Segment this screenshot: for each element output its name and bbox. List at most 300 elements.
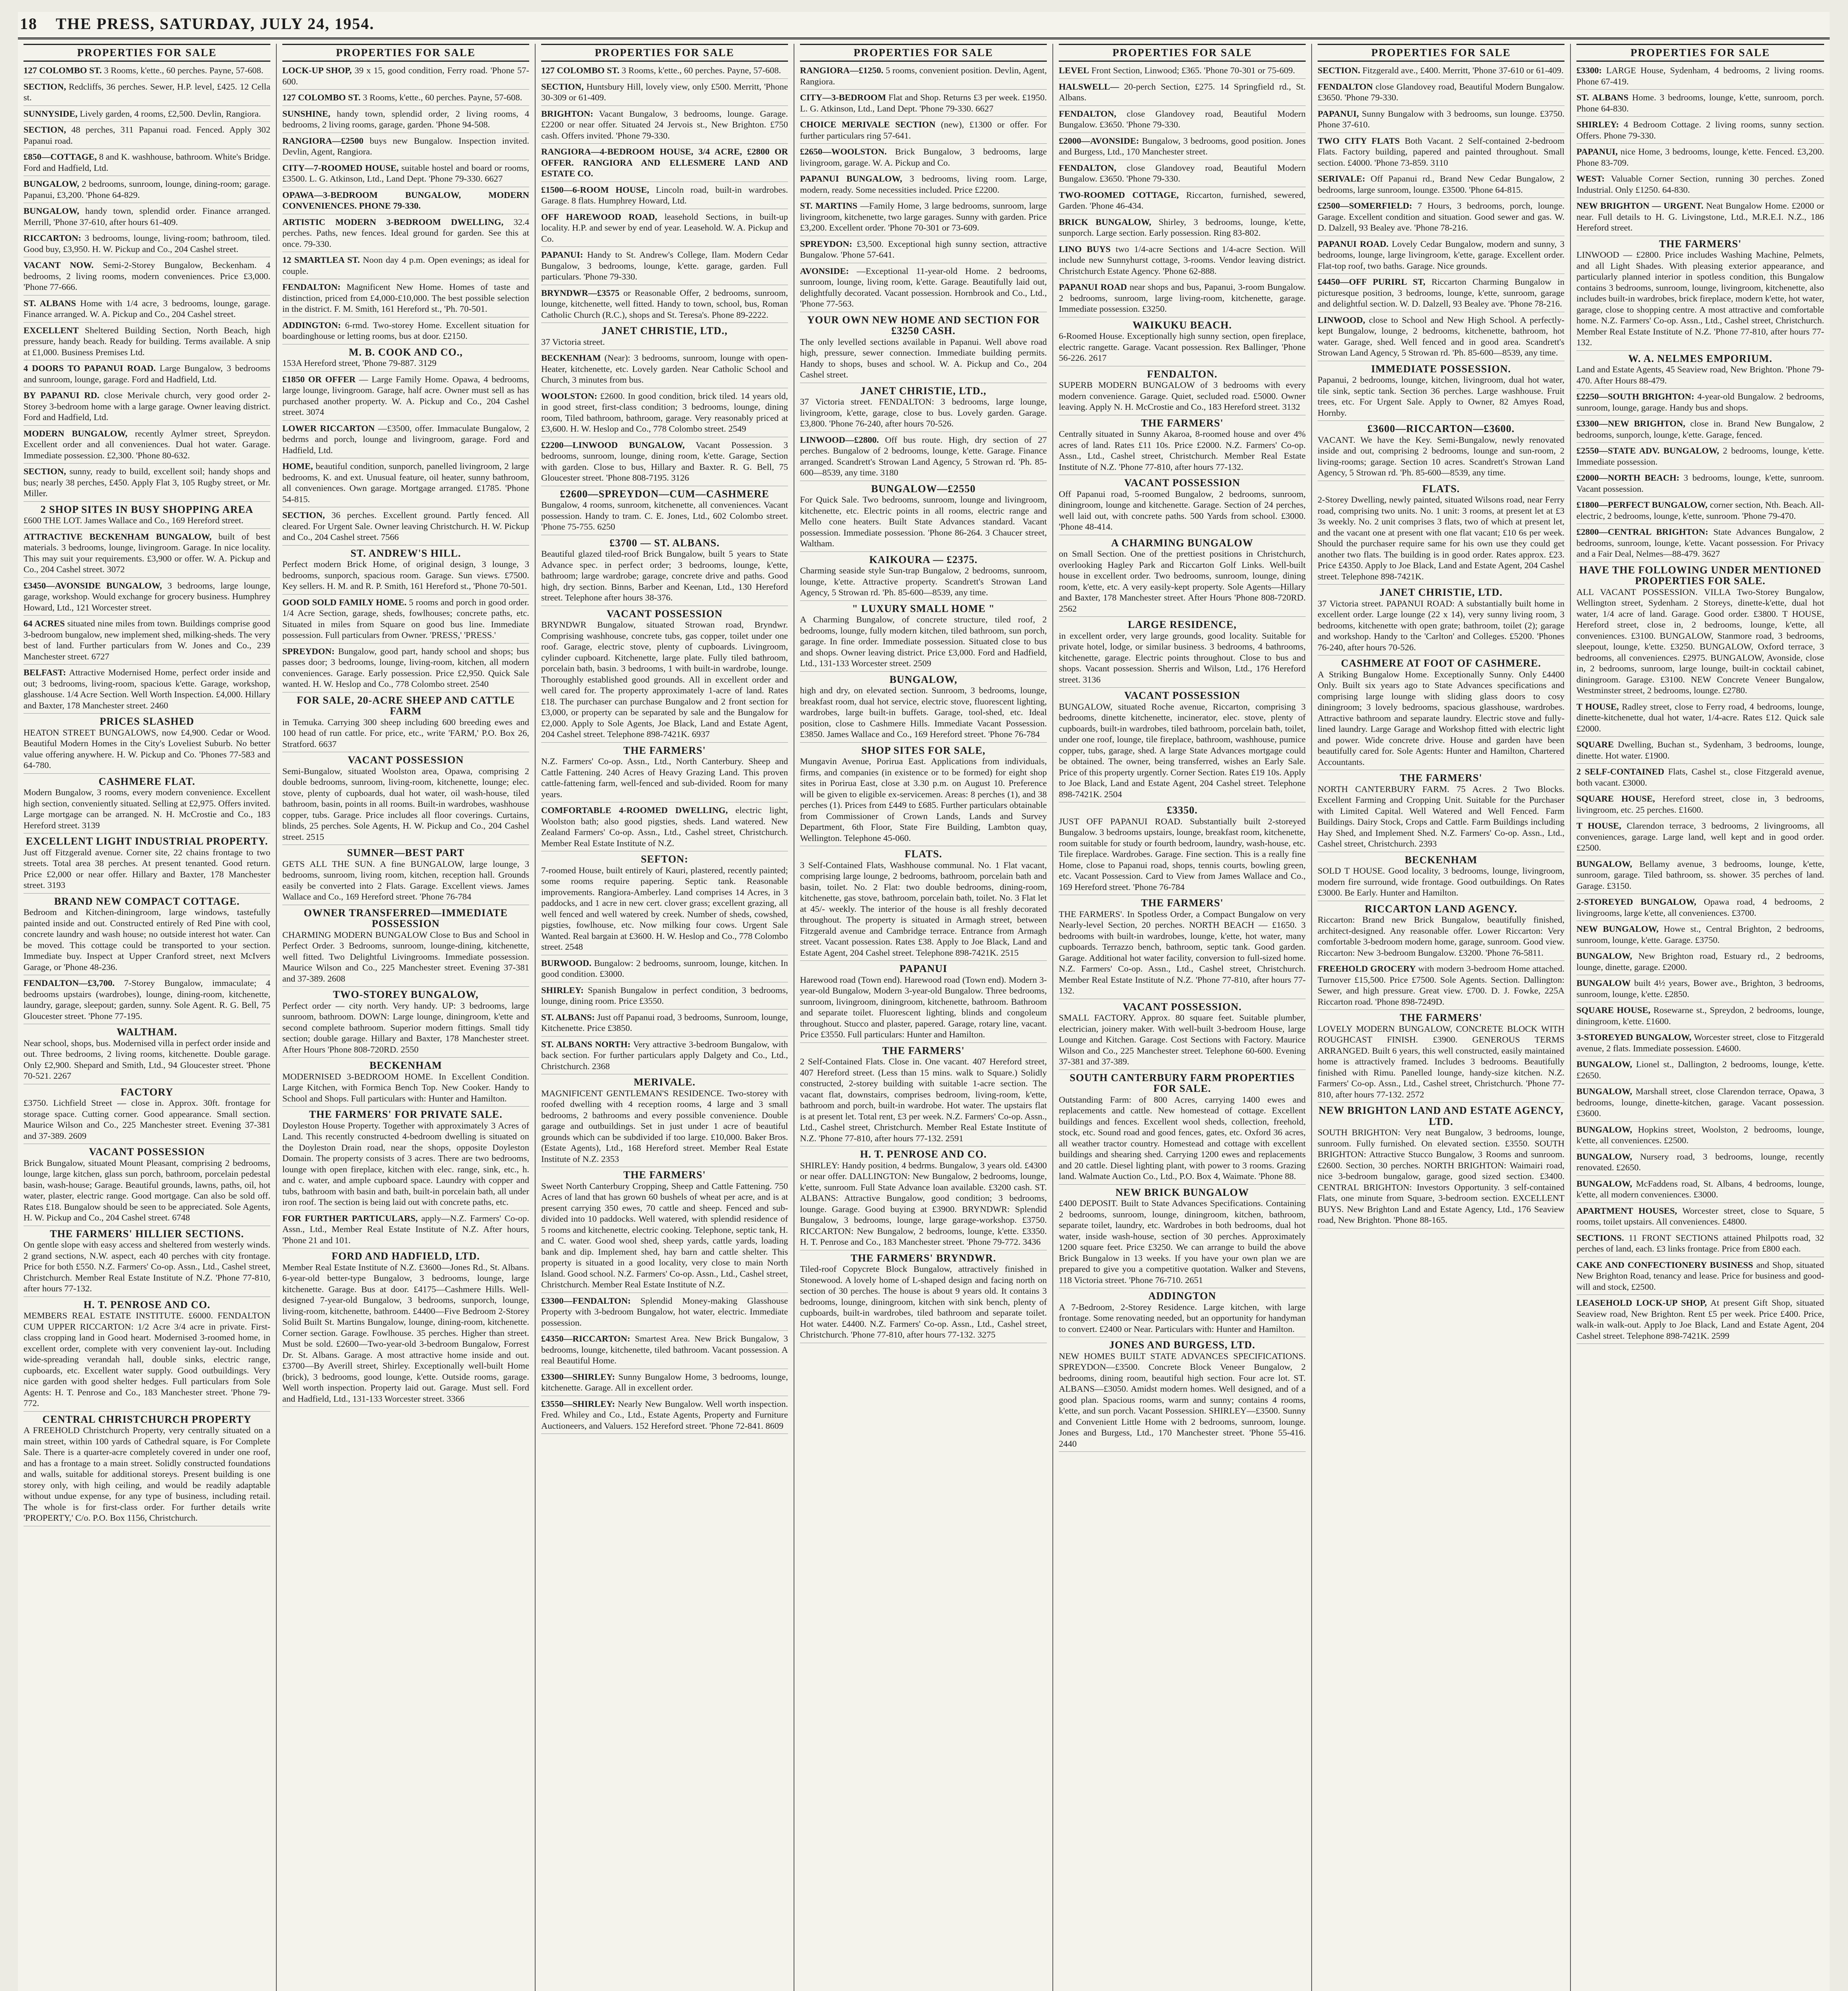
ad-text: The only levelled sections available in Papanui. Well above road high, pressure, sewer connection. Immediate building permits. Handy to shops, buses and school. W. A. Pickup and Co., 204 Cashel street.	[800, 336, 1047, 379]
ad-heading: £4350—RICCARTON:	[541, 1334, 630, 1344]
ad-text: Brick Bungalow, 3 bedrooms, large livingroom, garage. W. A. Pickup and Co.	[800, 147, 1047, 168]
classified-ad	[23, 896, 270, 976]
ad-text: 3 bedrooms, lounge, k'ette, sunroom. Vacant possession.	[1576, 473, 1824, 494]
ad-heading: BUNGALOW,	[1576, 1124, 1632, 1134]
ad-heading: THE FARMERS'	[623, 1169, 706, 1181]
ad-text: £400 DEPOSIT. Built to State Advances Specifications. Containing 2 bedrooms, sunroom, lounge, diningroom, kitchen, bathroom, separate toilet, laundry, etc. Wardrobes in both bedrooms, dual hot water, inside wash-house, section of 30 perches. Approximately 1200 square feet. Price £3250. We can arrange to build the above Brick Bungalow in 13 weeks. If you have your own plan we are prepared to give you a competitive quotation. Walker and Stevens, 118 Victoria street. 'Phone 76-710. 2651	[1059, 1198, 1306, 1285]
ad-text: leasehold Sections, in built-up locality. H.P. and sewer by end of year. Leasehold. W. A. Pickup and Co.	[541, 211, 788, 244]
classified-ad	[1576, 766, 1824, 791]
classified-ad	[1576, 499, 1824, 524]
ad-heading: VACANT POSSESSION.	[1122, 1001, 1242, 1013]
ad-heading: FENDALTON	[1318, 81, 1373, 92]
ad-heading: BUNGALOW,	[889, 673, 958, 685]
classified-ad	[541, 1012, 788, 1037]
ad-heading: VACANT POSSESSION	[348, 754, 464, 766]
classified-ad	[1576, 239, 1824, 351]
classified-ad	[800, 385, 1047, 432]
classified-ad	[541, 146, 788, 182]
ad-text: Spanish Bungalow in perfect condition, 3 bedrooms, lounge, dining room. Price £3550.	[541, 985, 788, 1006]
ad-heading: VACANT POSSESSION	[606, 608, 723, 620]
ad-heading: FLATS.	[1422, 483, 1460, 495]
classified-ad	[1318, 658, 1564, 770]
classified-ad	[541, 489, 788, 535]
ad-text: McFaddens road, St. Albans, 4 bedrooms, lounge, k'ette, all modern conveniences. £3000.	[1576, 1178, 1824, 1199]
ad-heading: £1500—6-ROOM HOUSE,	[541, 184, 649, 195]
ad-heading: TWO CITY FLATS	[1318, 135, 1400, 146]
classified-ad	[23, 1228, 270, 1297]
classified-ad	[23, 836, 270, 894]
classified-ad	[282, 461, 529, 507]
ad-text: Bellamy avenue, 3 bedrooms, lounge, k'ette, sunroom, garage. Tiled bathroom, ss. shower. 35 perches of land. Garage. £3150.	[1576, 859, 1824, 891]
ad-heading: ST. ANDREW'S HILL.	[350, 547, 461, 559]
classified-ad	[1576, 1297, 1824, 1344]
ad-heading: ST. ALBANS NORTH:	[541, 1039, 631, 1049]
ad-heading: SUNSHINE,	[282, 108, 330, 119]
ad-text: Harewood road (Town end). Harewood road (Town end). Modern 3-year-old Bungalow, Modern 3-year-old Bungalow. Three bedrooms, sunroom, livingroom, diningroom, kitchenette, bathroom. Bathroom and separate toilet. Fluorescent lighting, blinds and congoleum throughout. Stucco and plaster, papered. Garage, rotary line, vacant. Price £3550. Full particulars: Hunter and Hamilton.	[800, 974, 1047, 1039]
ad-text: 153A Hereford street, 'Phone 79-887. 3129	[282, 358, 437, 368]
ad-heading: HAVE THE FOLLOWING UNDER MENTIONED PROPERTIES FOR SALE.	[1579, 564, 1822, 587]
ad-heading: AVONSIDE:	[800, 266, 849, 276]
ad-heading: £3700 — ST. ALBANS.	[609, 537, 720, 549]
ad-text: handy town, splendid order, 2 living rooms, 4 bedrooms, 2 living rooms, garage, garden. 'Phone 94-508.	[282, 108, 530, 129]
ad-heading: £3550—SHIRLEY:	[541, 1398, 615, 1409]
ad-heading: BUNGALOW	[1576, 978, 1631, 988]
column-3	[536, 44, 794, 1991]
classified-ad	[23, 65, 270, 79]
classified-ad	[541, 538, 788, 606]
ad-heading: FENDALTON.	[1147, 368, 1218, 380]
column-5	[1053, 44, 1312, 1991]
classified-ad	[541, 1170, 788, 1293]
classified-ad	[541, 1295, 788, 1331]
ad-heading: LINWOOD,	[1318, 315, 1365, 325]
ad-text: MAGNIFICENT GENTLEMAN'S RESIDENCE. Two-storey with roofed dwelling with 4 reception rooms, 4 large and 3 small bedrooms, 2 bathrooms and every possible convenience. Double garage and outbuildings. Set in just under 1 acre of beautiful grounds which can be subdivided if too large. £10,000. Baker Bros. (Estate Agents), Ltd., 168 Hereford street. Member Real Estate Institute of N.Z. 2353	[541, 1088, 788, 1164]
ad-heading: LEVEL	[1059, 65, 1089, 75]
ad-heading: £3300:	[1576, 65, 1602, 75]
ad-text: near shops and bus, Papanui, 3-room Bungalow. 2 bedrooms, sunroom, large living-room, kitchenette, garage. Immediate possession. £3250.	[1059, 282, 1306, 314]
ad-heading: WEST:	[1576, 174, 1605, 184]
classified-ad	[23, 776, 270, 834]
ad-heading: LINWOOD—£2800.	[800, 434, 879, 445]
classified-ad	[1576, 1232, 1824, 1257]
ad-heading: £3600—RICCARTON—£3600.	[1367, 423, 1515, 434]
ad-text: Sweet North Canterbury Cropping, Sheep and Cattle Fattening. 750 Acres of land that has grown 60 bushels of wheat per acre, and is at present carrying 350 ewes, 70 cattle and sheep. Fenced and sub-divided into 10 paddocks. Well watered, with splendid residence of 5 rooms and kitchenette, electric cooking. Telephone, septic tank, H. and C. water. Good wool shed, sheep yards, cattle yards, loading bank and dip. Implement shed, hay barn and cattle shelter. This property is situated in a good locality, very close to main North Island. Good school. N.Z. Farmers' Co-op. Assn., Ltd., Cashel street, Christchurch. Member Real Estate Institute of N.Z.	[541, 1181, 788, 1289]
ad-heading: NEW BRIGHTON LAND AND ESTATE AGENCY, LTD.	[1318, 1105, 1564, 1127]
ad-text: 2 Self-Contained Flats. Close in. One vacant. 407 Hereford street, 407 Hereford street. (Less than 15 mins. walk to Square.) Solidly constructed, 2-storey building with suitable 1-acre section. The vacant flat, downstairs, comprises bedroom, living-room, k'ette, bathroom and porch, built-in wardrobe. Hot water. The upstairs flat is at present let. Total rent, £3 per week. N.Z. Farmers' Co-op. Assn., Ltd., Cashel street, Christchurch. Member Real Estate Institute of N.Z. 'Phone 77-810, after hours 77-132. 2591	[800, 1056, 1047, 1143]
column-heading: PROPERTIES FOR SALE	[541, 44, 788, 62]
ad-text: nice Home, 3 bedrooms, lounge, k'ette. Fenced. £3,200. Phone 83-709.	[1576, 147, 1824, 168]
ad-heading: BECKENHAM	[1404, 854, 1478, 866]
ad-heading: T HOUSE,	[1576, 821, 1621, 831]
ad-heading: LEASEHOLD LOCK-UP SHOP,	[1576, 1298, 1707, 1308]
ad-heading: YOUR OWN NEW HOME AND SECTION FOR £3250 CASH.	[807, 314, 1040, 336]
classified-ad	[1059, 65, 1306, 79]
ad-text: Large Bungalow, 3 bedrooms and sunroom, lounge, garage. Ford and Hadfield, Ltd.	[23, 363, 271, 384]
ad-heading: SOUTH CANTERBURY FARM PROPERTIES FOR SALE.	[1070, 1072, 1295, 1094]
ad-text: Fitzgerald ave., £400. Merritt, 'Phone 37-610 or 61-409.	[1362, 65, 1564, 75]
classified-ad	[1059, 418, 1306, 475]
ad-text: HEATON STREET BUNGALOWS, now £4,900. Cedar or Wood. Beautiful Modern Homes in the City's Loveliest Suburb. No better value offering anywhere. H. W. Pickup and Co. 'Phones 77-583 and 64-780.	[23, 727, 270, 770]
classified-ad	[1576, 445, 1824, 470]
ad-text: beautiful condition, sunporch, panelled livingroom, 2 large bedrooms, K. and ext. Unusual feature, oil heater, sunny bathroom, all conveniences. Own garage. Mortgage arranged. £1785. 'Phone 54-815.	[282, 461, 530, 504]
ad-heading: NEW BRIGHTON — URGENT.	[1576, 201, 1703, 211]
ad-heading: CHOICE MERIVALE SECTION	[800, 119, 936, 129]
ad-text: 3 bedrooms, large lounge, garage, workshop. Would exchange for grocery business. Humphrey Howard, Ltd., 121 Worcester street.	[23, 580, 271, 612]
classified-ad	[23, 363, 270, 387]
ad-text: 36 perches. Excellent ground. Partly fenced. All cleared. For Urgent Sale. Owner leaving Christchurch. H. W. Pickup and Co., 204 Cashel street. 7566	[282, 510, 530, 542]
ad-heading: BRYNDWR—£3575	[541, 288, 620, 298]
ad-heading: £3450—AVONSIDE BUNGALOW,	[23, 580, 162, 591]
classified-ad	[282, 65, 529, 90]
ad-text: 7 Hours, 3 bedrooms, porch, lounge. Garage. Excellent condition and situation. Good sewer and gas. W. D. Dalzell, 93 Bealey ave. 'Phone 78-216.	[1318, 201, 1564, 233]
ad-text: Outstanding Farm: of 800 Acres, carrying 1400 ewes and replacements and cattle. New homestead of cottage. Excellent buildings and fences. Excellent wool sheds, collection, freehold, stock, etc. Sound road and good fences, gates, etc. Oxford 36 acres, all weather tractor country. Homestead and cottage with excellent buildings and shearing shed. Carrying 1200 ewes and replacements and 20 cattle. Diesel lighting plant, with power to 3 rooms. Grazing land. Walmate Auction Co., Ltd., P.O. Box 4, Waimate. 'Phone 88.	[1059, 1094, 1306, 1181]
ad-heading: PAPANUI,	[1318, 108, 1359, 119]
classified-ad	[1059, 190, 1306, 214]
ad-text: SOLD T HOUSE. Good locality, 3 bedrooms, lounge, livingroom, modern fire surround, wide frontage. Good outbuildings. On Rates £3000. Be Early. Hunter and Hamilton.	[1318, 866, 1564, 898]
ad-heading: £1850 OR OFFER	[282, 374, 356, 384]
ad-heading: SECTION,	[23, 81, 66, 92]
ad-text: or Reasonable Offer, 2 bedrooms, sunroom, lounge, kitchenette, well fitted. Handy to town, school, bus, Roman Catholic Church (R.C.), shops and St. Teresa's. Phone 89-2222.	[541, 288, 788, 320]
ad-text: LARGE House, Sydenham, 4 bedrooms, 2 living rooms. Phone 67-419.	[1576, 65, 1825, 86]
column-heading: PROPERTIES FOR SALE	[1059, 44, 1306, 62]
ad-text: Attractive Modernised Home, perfect order inside and out; 3 bedrooms, living-room, spacious k'ette. Garage, workshop, glasshouse. 1/4 Acre Section. Well Worth Inspection. £4,000. Hillary and Baxter, 178 Manchester street. 2460	[23, 667, 271, 710]
ad-text: Bungalow, good part, handy school and shops; bus passes door; 3 bedrooms, lounge, living-room, kitchen, all modern conveniences. Garage. Early possession. Price £2,950. Quick Sale wanted. H. W. Heslop and Co., 778 Colombo street. 2540	[282, 646, 530, 689]
ad-text: close Glandovey road, Beautiful Modern Bungalow. £3650. 'Phone 79-330.	[1318, 81, 1565, 102]
classified-ad	[800, 92, 1047, 117]
ad-text: close to School and New High School. A perfectly-kept Bungalow, lounge, 2 bedrooms, kitchenette, bathroom, hot water. Garage, shed. Well fenced and in good area. Scandrett's Strowan Land Agency, 5 Strowan rd. 'Ph. 85-600—8539, any time.	[1318, 315, 1564, 358]
ad-heading: THE FARMERS' BRYNDWR.	[851, 1252, 996, 1264]
ad-heading: FENDALTON—£3,700.	[23, 978, 115, 988]
column-6	[1312, 44, 1571, 1991]
ad-heading: FORD AND HADFIELD, LTD.	[331, 1250, 480, 1262]
column-1	[18, 44, 277, 1991]
ad-text: 7-Storey Bungalow, immaculate; 4 bedrooms upstairs (wardrobes), lounge, dining-room, kitchenette, laundry, garage, sleepout; garden, sunny. Sole Agent. R. G. Bell, 75 Gloucester street. 'Phone 77-195.	[23, 978, 270, 1021]
ad-heading: 4 DOORS TO PAPANUI ROAD.	[23, 363, 156, 373]
ad-text: Lincoln road, built-in wardrobes. Garage. 8 flats. Humphrey Howard, Ltd.	[541, 184, 788, 205]
ad-text: Off bus route. High, dry section of 27 perches. Bungalow of 2 bedrooms, lounge, k'ette. Garage. Finance arranged. Scandrett's Strowan Land Agency, 5 Strowan rd. 'Ph. 85-600—8539, any time. 3180	[800, 434, 1047, 477]
ad-text: SMALL FACTORY. Approx. 80 square feet. Suitable plumber, electrician, joinery maker. With well-built 3-bedroom House, large Lounge and Kitchen. Garage. Cost Sections with Factory. Maurice Wilson and Co., 225 Manchester street. Telephone 60-600. Evening 37-381 and 37-389.	[1059, 1013, 1306, 1066]
ad-heading: BUNGALOW,	[1576, 1059, 1632, 1069]
ad-heading: THE FARMERS' FOR PRIVATE SALE.	[309, 1109, 503, 1120]
ad-heading: £2800—CENTRAL BRIGHTON:	[1576, 527, 1709, 537]
ad-text: 5 rooms, convenient position. Devlin, Agent, Rangiora.	[800, 65, 1047, 86]
ad-text: Opawa road, 4 bedrooms, 2 livingrooms, large k'ette, all conveniences. £3700.	[1576, 897, 1824, 918]
classified-ad	[800, 1149, 1047, 1250]
ad-text: Sheltered Building Section, North Beach, high pressure, handy beach. Ready for building. Terms available. A snip at £1,000. Business Premises Ltd.	[23, 325, 271, 357]
ad-text: £3,500. Exceptional high sunny section, attractive Bungalow. 'Phone 57-641.	[800, 239, 1047, 260]
classified-ad	[1059, 1291, 1306, 1337]
classified-ad	[1576, 391, 1824, 416]
classified-ad	[1318, 81, 1564, 106]
ad-heading: BRIGHTON:	[541, 108, 593, 119]
classified-ad	[282, 347, 529, 372]
classified-ad	[541, 805, 788, 851]
classified-ad	[541, 391, 788, 437]
ad-text: Rosewarne st., Spreydon, 2 bedrooms, lounge, diningroom, k'ette. £1600.	[1576, 1005, 1824, 1026]
classified-ad	[1318, 587, 1564, 655]
ad-heading: ST. ALBANS:	[541, 1012, 595, 1022]
classified-ad	[282, 374, 529, 420]
ad-text: Papanui, 2 bedrooms, lounge, kitchen, livingroom, dual hot water, tile sink, septic tank. Section 36 perches. Large washhouse. Fruit trees, etc. For Urgent Sale. Apply to Owner, 82 Amyes Road, Hornby.	[1318, 375, 1564, 418]
ad-heading: HOME,	[282, 461, 313, 471]
ad-text: BUNGALOW, situated Roche avenue, Riccarton, comprising 3 bedrooms, dinette kitchenette, incinerator, elec. stove, plenty of cupboards, built-in wardrobes, tiled bathroom, porcelain bath, toilet, under one roof, lounge, tile fireplace, bathroom, washhouse, pumice copper, tubs, garage, shed. A large State Advances mortgage could be obtained. The owner, being transferred, wishes an Early Sale. Price of this property urgently. Corner Section. Rates £19 10s. Apply to Joe Black, Land and Estate Agent, 204 Cashel street. Telephone 898-7421K. 2504	[1059, 701, 1306, 799]
classified-ad	[23, 428, 270, 464]
ad-heading: SECTION,	[282, 510, 325, 520]
ad-heading: LOCK-UP SHOP,	[282, 65, 352, 75]
ad-text: At present Gift Shop, situated Seaview road, New Brighton. Rent £5 per week. Price £400. Price, walk-in walk-out. Apply to Joe Black, Land and Estate Agent, 204 Cashel street. Telephone 898-7421K. 2599	[1576, 1298, 1824, 1341]
classified-ad	[282, 1251, 529, 1407]
ad-text: 8 and K. washhouse, bathroom. White's Bridge. Ford and Hadfield, Ltd.	[23, 152, 271, 173]
classified-ad	[282, 907, 529, 987]
ad-text: Off Papanui road, 5-roomed Bungalow, 2 bedrooms, sunroom, diningroom, lounge and kitchenette. Garage. Section of 24 perches, well laid out, with concrete paths. 500 Yards from school. £3000. 'Phone 48-414.	[1059, 489, 1306, 532]
ad-heading: KAIKOURA — £2375.	[869, 553, 978, 565]
classified-ad	[800, 554, 1047, 601]
ad-text: Home with 1/4 acre, 3 bedrooms, lounge, garage. Finance arranged. W. A. Pickup and Co., 204 Cashel street.	[23, 298, 271, 319]
classified-ad	[23, 81, 270, 106]
classified-ad	[800, 1253, 1047, 1343]
ad-text: Lively garden, 4 rooms, £2,500. Devlin, Rangiora.	[80, 108, 261, 119]
ad-text: Vacant Bungalow, 3 bedrooms, lounge. Garage. £2200 or near offer. Situated 24 Jervois st., New Brighton. £750 cash. Offers invited. 'Phone 79-330.	[541, 108, 788, 141]
ad-heading: JONES AND BURGESS, LTD.	[1109, 1339, 1255, 1351]
ad-text: For Quick Sale. Two bedrooms, sunroom, lounge and livingroom, kitchenette, etc. Electric points in all rooms, electric range and Mello cone heaters. Built State Advances standard. Vacant possession. Immediate possession. 'Phone 86-264. 3 Chaucer street, Waltham.	[800, 495, 1047, 548]
newspaper-title: THE PRESS, SATURDAY, JULY 24, 1954.	[56, 15, 375, 33]
classified-ad	[541, 1077, 788, 1167]
ad-heading: 12 SMARTLEA ST.	[282, 255, 360, 265]
ad-heading: SECTION,	[541, 81, 584, 92]
classified-ad	[282, 597, 529, 643]
ad-text: built of best materials. 3 bedrooms, lounge, livingroom. Garage. In nice locality. This may suit your requirements. £3,900 or offer. W. A. Pickup and Co., 204 Cashel street. 3072	[23, 531, 270, 574]
classified-ad	[23, 205, 270, 230]
ad-text: 5 rooms and porch in good order. 1/4 Acre Section, garage, sheds, fowlhouses; concrete paths, etc. Situated in miles from Square on good bus line. Immediate possession. Full particulars from Owner. 'PRESS,' 'PRESS.'	[282, 597, 530, 640]
ad-heading: THE FARMERS'	[882, 1044, 965, 1056]
classified-ad	[1576, 1124, 1824, 1149]
ad-text: On gentle slope with easy access and sheltered from westerly winds. 2 grand sections, N.W. aspect, each 40 perches with city frontage. Price for both £550. N.Z. Farmers' Co-op. Assn., Ltd., Cashel street, Christchurch. Member Real Estate Institute of N.Z. 'Phone 77-810, after hours 77-132.	[23, 1240, 270, 1293]
ad-text: Both Vacant. 2 Self-contained 2-bedroom Flats. Factory building, papered and painted throughout. Small section. £4000. 'Phone 73-859. 3110	[1318, 135, 1565, 168]
ad-text: Land and Estate Agents, 45 Seaview road, New Brighton. 'Phone 79-470. After Hours 88-479.	[1576, 364, 1824, 385]
ad-heading: PRICES SLASHED	[100, 716, 194, 727]
ad-heading: SQUARE HOUSE,	[1576, 1005, 1650, 1015]
ad-text: Vacant Possession. 3 bedrooms, sunroom, lounge, dining room, k'ette. Garage, Section with garden. Close to bus, Hillary and Baxter. R. G. Bell, 75 Gloucester street. 'Phone 808-7195. 3126	[541, 440, 788, 483]
classified-ad	[1576, 793, 1824, 818]
ad-heading: CENTRAL CHRISTCHURCH PROPERTY	[42, 1413, 252, 1425]
ad-text: Riccarton, furnished, sewered, Garden. 'Phone 46-434.	[1059, 190, 1306, 211]
ad-text: Redcliffs, 36 perches. Sewer, H.P. level, £425. 12 Cella st.	[23, 81, 270, 102]
ad-text: 2-Storey Dwelling, newly painted, situated Wilsons road, near Ferry road, comprising two units. No. 1 unit: 3 rooms, at present let at £3 3s weekly. No. 2 unit comprises 3 flats, two of which at present let, and the vacant one at present with one flat vacant; £10 6s per week. Should the purchaser require same for his own use they could get another two flats. The building is in good order. Rates approx. £23. Price £4350. Apply to Joe Black, Land and Estate Agent, 204 Cashel street. Telephone 898-7421K.	[1318, 495, 1564, 581]
classified-ad	[282, 190, 529, 214]
classified-ad	[1059, 320, 1306, 366]
classified-ad	[282, 1213, 529, 1249]
ad-text: (Near): 3 bedrooms, sunroom, lounge with open-Heater, kitchenette, etc. Lovely garden. Near Catholic School and Church, 3 minutes from bus.	[541, 353, 788, 385]
classified-ad	[23, 233, 270, 257]
classified-ad	[23, 1087, 270, 1144]
classified-ad	[1576, 565, 1824, 699]
classified-ad	[23, 1027, 270, 1084]
ad-heading: BECKENHAM	[541, 353, 601, 363]
ad-text: Very attractive 3-bedroom Bungalow, with back section. For further particulars apply Dalgety and Co., Ltd., Christchurch. 2368	[541, 1039, 788, 1071]
ad-text: high and dry, on elevated section. Sunroom, 3 bedrooms, lounge, breakfast room, dual hot service, electric stove, fluorescent lighting, wardrobes, large built-in buffets. Garage, tool-shed, etc. Ideal position, close to Cashmere Hills. Immediate Vacant Possession. £3850. James Wallace and Co., 169 Hereford street. 'Phone 76-784	[800, 685, 1047, 739]
ad-text: Centrally situated in Sunny Akaroa, 8-roomed house and over 4% acres of land. Rates £11 10s. Price £2000. N.Z. Farmers' Co-op. Assn., Ltd., Cashel street, Christchurch. Member Real Estate Institute of N.Z. 'Phone 77-810, after hours 77-132.	[1059, 429, 1306, 472]
classified-ad	[1576, 119, 1824, 144]
ad-heading: BUNGALOW,	[1576, 1086, 1632, 1096]
classified-ad	[1576, 896, 1824, 921]
classified-ad	[1318, 423, 1564, 481]
ad-heading: SECTION,	[23, 466, 66, 476]
classified-ad	[23, 716, 270, 774]
classified-ad	[1576, 1005, 1824, 1029]
classified-ad	[1059, 619, 1306, 688]
ad-text: Member Real Estate Institute of N.Z. £3600—Jones Rd., St. Albans. 6-year-old better-type Bungalow, 3 bedrooms, lounge, large kitchenette. Garage. Bus at door. £4175—Cashmere Hills. Well-designed 7-year-old Bungalow, 3 bedrooms, sunporch, lounge, living-room, kitchenette, bathroom. £4400—Five Bedroom 2-Storey Solid Built St. Martins Bungalow, lounge, dining-room, kitchenette. Corner section. Garage. Fowlhouse. 35 perches. Higher than street. Must be sold. £2600—Two-year-old 3-bedroom Bungalow, Forrest Dr. St. Albans. Garage. A most attractive home inside and out. £3700—By Averill street, Shirley. Exceptionally well-built Home (brick), 3 bedrooms, good lounge, k'ette. Outside rooms, garage. Well worth inspection. Property laid out. Garage. Must sell. Ford and Hadfield, Ltd., 131-133 Worcester street. 3366	[282, 1262, 529, 1404]
ad-heading: H. T. PENROSE AND CO.	[83, 1299, 211, 1310]
ad-text: Worcester street, close to Square, 5 rooms, toilet upstairs. All conveniences. £4800.	[1576, 1205, 1825, 1226]
ad-heading: " LUXURY SMALL HOME "	[852, 602, 995, 614]
classified-ad	[23, 260, 270, 295]
ad-text: in excellent order, very large grounds, good locality. Suitable for private hotel, lodge, or similar business. 3 bedrooms, 4 bathrooms, kitchenette, garage. Electric points throughout. Close to bus and shops. Vacant possession. Sherris and Wilson, Ltd., 176 Hereford street. 3136	[1059, 630, 1306, 685]
classified-ad	[541, 854, 788, 955]
ad-text: corner section, Nth. Beach. All-electric, 2 bedrooms, lounge, k'ette, sunroom. 'Phone 79-470.	[1576, 500, 1824, 521]
classified-ad	[541, 608, 788, 743]
ad-heading: BY PAPANUI RD.	[23, 390, 100, 400]
classified-ad	[800, 483, 1047, 552]
ad-text: Hereford street, close in, 3 bedrooms, livingroom, etc. 25 perches. £1600.	[1576, 794, 1824, 815]
classified-ad	[1318, 239, 1564, 274]
classified-ad	[1576, 1205, 1824, 1230]
classified-ad	[1059, 898, 1306, 999]
ad-text: Doyleston House Property. Together with approximately 3 Acres of Land. This recently constructed 4-bedroom dwelling is situated on the Doyleston Drain road, near the shops, opposite Doyleston Domain. The property consists of 3 acres. There are two bedrooms, lounge with open fireplace, kitchen with elec. range, sink, etc., h. and c. water, and ample cupboard space. Laundry with copper and tubs, bathroom with basin and bath, built-in porcelain bath, all under iron roof. The section is being laid out with concrete paths, etc.	[282, 1120, 529, 1207]
classified-ad	[541, 65, 788, 79]
classified-ad	[23, 531, 270, 578]
ad-heading: THE FARMERS'	[1659, 238, 1742, 250]
ad-heading: M. B. COOK AND CO.,	[348, 346, 463, 358]
ad-text: 39 x 15, good condition, Ferry road. 'Phone 57-600.	[282, 65, 529, 86]
ad-heading: SUNNYSIDE,	[23, 108, 78, 119]
ad-heading: RICCARTON:	[23, 233, 82, 243]
ad-text: Lionel st., Dallington, 2 bedrooms, lounge, k'ette. £2650.	[1576, 1059, 1825, 1080]
ad-text: 37 Victoria street. PAPANUI ROAD: A substantially built home in excellent order. Large lounge (22 x 14), very sunny living room, 3 bedrooms, kitchenette with open grate; bathroom, toilet (2); garage and workshop. Handy to the 'Carlton' and Colleges. £5200. 'Phones 76-240, after hours 70-526.	[1318, 598, 1564, 652]
ad-text: SOUTH BRIGHTON: Very neat Bungalow, 3 bedrooms, lounge, sunroom. Fully furnished. On elevated section. £3550. SOUTH BRIGHTON: Attractive Stucco Bungalow, 3 Rooms and sunroom. £2600. Section, 30 perches. NORTH BRIGHTON: Waimairi road, nice 3-bedroom bungalow, garage, good sized section. £3400. CENTRAL BRIGHTON: Investors Opportunity. 3 self-contained Flats, one minute from Square, 3-bedroom section. EXCELLENT BUYS. New Brighton Land and Estate Agency, Ltd., 176 Seaview road, New Brighton. 'Phone 88-165.	[1318, 1127, 1564, 1225]
classified-ad	[1318, 773, 1564, 852]
ad-text: BRYNDWR Bungalow, situated Strowan road, Bryndwr. Comprising washhouse, concrete tubs, gas copper, toilet under one roof. Garage, electric stove, plenty of cupboards. Livingroom, cylinder cupboard. Kitchenette, large plate. Fully tiled bathroom, porcelain bath, basin. 3 bedrooms, 1 with built-in wardrobe, lounge. Thoroughly established good grounds. All in excellent order and well cared for. The property approximately 1-acre of land. Rates £18. The purchaser can purchase Bungalow and 2 front section for £3,000, or property can be separated by sale and the Bungalow for £2,000. Apply to Sole Agents, Joe Black, Land and Estate Agent, 204 Cashel street. Telephone 898-7421K. 6937	[541, 620, 788, 739]
classified-ad	[800, 963, 1047, 1043]
classified-ad	[800, 146, 1047, 171]
ad-heading: THE FARMERS'	[1141, 897, 1224, 909]
ad-text: with modern 3-bedroom Home attached. Turnover £15,500. Price £7500. Sole Agents. Section. Dallington: Sewer, and high pressure. Great view. £700. D. J. Fowke, 225A Riccarton road. 'Phone 898-7249D.	[1318, 964, 1565, 1007]
ad-text: in Temuka. Carrying 300 sheep including 600 breeding ewes and 100 head of run cattle. For price, etc., write 'FARM,' P.O. Box 26, Stratford. 6637	[282, 717, 529, 749]
ad-text: —£3500, offer. Immaculate Bungalow, 2 bedrms and porch, lounge and livingroom, garage. Ford and Hadfield, Ltd.	[282, 423, 530, 455]
classified-ad	[541, 288, 788, 323]
classified-ad	[800, 1045, 1047, 1147]
classified-ad	[1576, 923, 1824, 948]
ad-heading: CASHMERE AT FOOT OF CASHMERE.	[1341, 657, 1541, 669]
ad-text: Handy to St. Andrew's College, Ilam. Modern Cedar Bungalow, 3 bedrooms, lounge, k'ette. garage, garden. Full particulars. 'Phone 79-330.	[541, 250, 788, 282]
classified-ad	[800, 434, 1047, 481]
ad-text: 2 bedrooms, sunroom, lounge, dining-room; garage. Papanui, £3,200. 'Phone 64-829.	[23, 179, 270, 200]
classified-ad	[1059, 162, 1306, 187]
ad-heading: £2650—WOOLSTON.	[800, 147, 887, 156]
ad-heading: MERIVALE.	[634, 1076, 696, 1088]
ad-heading: WALTHAM.	[116, 1026, 178, 1038]
ad-heading: FENDALTON,	[1059, 162, 1117, 173]
ad-text: and Shop, situated New Brighton Road, tenancy and lease. Price for business and good-will and stock, £2500.	[1576, 1260, 1825, 1292]
classified-ad	[1576, 739, 1824, 764]
classified-ad	[282, 847, 529, 905]
ad-heading: 127 COLOMBO ST.	[541, 65, 620, 75]
classified-ad	[1576, 472, 1824, 497]
ad-heading: £2250—SOUTH BRIGHTON:	[1576, 391, 1694, 401]
classified-ad	[1576, 820, 1824, 856]
classified-ad	[282, 755, 529, 845]
classified-ad	[1059, 244, 1306, 280]
ad-heading: RICCARTON LAND AGENCY.	[1365, 903, 1518, 915]
classified-ad	[1059, 805, 1306, 895]
ad-heading: BECKENHAM	[369, 1060, 442, 1071]
ad-heading: CASHMERE FLAT.	[98, 775, 196, 787]
classified-ad	[282, 548, 529, 595]
ad-text: Magnificent New Home. Homes of taste and distinction, priced from £4,000-£10,000. The best possible selection in the district. F. M. Smith, 161 Hereford st., 'Ph. 70-501.	[282, 282, 529, 314]
ad-heading: WOOLSTON:	[541, 391, 597, 401]
classified-ad	[282, 320, 529, 344]
classified-ad	[800, 745, 1047, 847]
ad-text: 20-perch Section, £275. 14 Springfield rd., St. Albans.	[1059, 81, 1306, 102]
ad-heading: ST. MARTINS	[800, 201, 858, 211]
ad-heading: VACANT NOW.	[23, 260, 94, 270]
ad-text: Off Papanui rd., Brand New Cedar Bungalow, 2 bedrooms, large sunroom, lounge. £3500. 'Phone 64-815.	[1318, 174, 1564, 195]
ad-heading: BRICK BUNGALOW,	[1059, 217, 1152, 227]
ad-text: Flat and Shop. Returns £3 per week. £1950. L. G. Atkinson, Ltd., Land Dept. 'Phone 79-330. 6627	[800, 92, 1047, 113]
ad-text: Shirley, 3 bedrooms, lounge, k'ette, sunporch. Large section. Early possession. Ring 83-802.	[1059, 217, 1306, 238]
classified-ad	[23, 298, 270, 323]
ad-text: 7-roomed House, built entirely of Kauri, plastered, recently painted; some rooms require papering. Septic tank. Reasonable improvements. Rangiora-Amberley. Land comprises 14 Acres, in 3 paddocks, and 1 acre in new cert. clover grass; excellent grazing, all well fenced and well watered by creek. Number of sheds, cowshed, pigsties, fowlhouse, etc. Now milking four cows. Urgent Sale Wanted. Real bargain at £3600. H. W. Heslop and Co., 778 Colombo street. 2548	[541, 865, 788, 952]
ad-text: Near school, shops, bus. Modernised villa in perfect order inside and out. Three bedrooms, 2 living rooms, kitchenette. Double garage. Only £2,900. Shepard and Smith, Ltd., 94 Gloucester street. 'Phone 70-521. 2267	[23, 1038, 270, 1081]
ad-heading: 2-STOREYED BUNGALOW,	[1576, 897, 1696, 907]
ad-text: —Exceptional 11-year-old Home. 2 bedrooms, sunroom, lounge, living room, k'ette. Garage. Beautifully laid out, delightfully decorated. Vacant possession. Hornbrook and Co., Ltd., 'Phone 77-563.	[800, 266, 1047, 309]
ad-heading: £850—COTTAGE,	[23, 152, 97, 162]
classified-ad	[23, 504, 270, 529]
ad-heading: ADDINGTON:	[282, 320, 341, 330]
ad-text: Huntsbury Hill, lovely view, only £500. Merritt, 'Phone 30-309 or 61-409.	[541, 81, 788, 102]
classified-ad	[1318, 135, 1564, 171]
classified-columns	[18, 44, 1830, 1991]
ad-heading: PAPANUI:	[541, 250, 583, 260]
classified-ad	[282, 92, 529, 106]
ad-text: close Glandovey road, Beautiful Modern Bungalow. £3650. 'Phone 79-330.	[1059, 108, 1306, 129]
classified-ad	[1318, 904, 1564, 961]
ad-heading: CITY—7-ROOMED HOUSE,	[282, 162, 399, 173]
ad-text: Clarendon terrace, 3 bedrooms, 2 livingrooms, all conveniences, garage. Large land, well kept and in good order. £2500.	[1576, 821, 1824, 853]
ad-text: A FREEHOLD Christchurch Property, very centrally situated on a main street, within 100 yards of Cathedral square, is For Complete Sale. There is a quarter-acre completely covered in under one roof, and has a frontage to a main street. Solidly constructed foundations and walls, suitable for additional storeys. Present building is one storey only, with high ceiling, and would be readily adaptable without undue expense, for any type of business, including retail. The whole is for first-class order. For further details write 'PROPERTY,' C/o. P.O. Box 1156, Christchurch.	[23, 1425, 270, 1523]
ad-text: Just off Fitzgerald avenue. Corner site, 22 chains frontage to two streets. Total area 38 perches. At present tenanted. Good return. Price £2,000 or near offer. Hillary and Baxter, 178 Manchester street. 3193	[23, 847, 270, 890]
ad-heading: PAPANUI BUNGALOW,	[800, 174, 902, 184]
ad-heading: SUMNER—BEST PART	[347, 847, 465, 859]
classified-ad	[282, 135, 529, 160]
ad-heading: THE FARMERS'	[623, 744, 706, 756]
ad-heading: BURWOOD.	[541, 958, 592, 968]
ad-text: VACANT. We have the Key. Semi-Bungalow, newly renovated inside and out, comprising 2 bedrooms, lounge and sun-room, 2 living-rooms; garage. Section 10 acres. Scandrett's Strowan Land Agency, 5 Strowan rd. 'Ph. 85-600—8539, any time.	[1318, 434, 1564, 477]
classified-ad	[541, 108, 788, 144]
classified-ad	[800, 315, 1047, 383]
classified-ad	[1059, 1001, 1306, 1070]
column-7	[1571, 44, 1830, 1991]
ad-heading: A CHARMING BUNGALOW	[1111, 537, 1254, 549]
classified-ad	[282, 1109, 529, 1211]
column-heading: PROPERTIES FOR SALE	[800, 44, 1047, 62]
ad-heading: JANET CHRISTIE, LTD.	[1379, 587, 1503, 598]
ad-heading: TWO-ROOMED COTTAGE,	[1059, 190, 1179, 200]
ad-text: Riccarton Charming Bungalow in picturesque position, 3 bedrooms, lounge, k'ette, sunroom, garage and delightful section. W. D. Dalzell, 93 Bealey ave. 'Phone 78-216.	[1318, 277, 1565, 309]
ad-text: Beautiful glazed tiled-roof Brick Bungalow, built 5 years to State Advance spec. in perfect order; 3 bedrooms, lounge, k'ette, bathroom; large wardrobe; garage, concrete drive and paths. Good high, dry section. Binns, Barber and Keenan, Ltd., 130 Hereford street. Telephone after hours 38-376.	[541, 549, 788, 602]
classified-ad	[1059, 217, 1306, 241]
ad-text: 3 Self-Contained Flats, Washhouse communal. No. 1 Flat vacant, comprising large lounge, 2 bedrooms, bathroom, porcelain bath and basin, toilet. No. 2 Flat: two double bedrooms, dining-room, kitchenette, gas stove, bathroom, porcelain bath, toilet. No. 3 Flat let at 45/- weekly. The interior of the house is all freshly decorated throughout. The property is situated in Armagh street, between Fitzgerald avenue and Cambridge terrace. Entrance from Armagh street. Vacant possession. Rates £38. Apply to Joe Black, Land and Estate Agent, 204 Cashel street. Telephone 898-7421K. 2515	[800, 860, 1047, 958]
ad-heading: £2000—NORTH BEACH:	[1576, 473, 1680, 483]
